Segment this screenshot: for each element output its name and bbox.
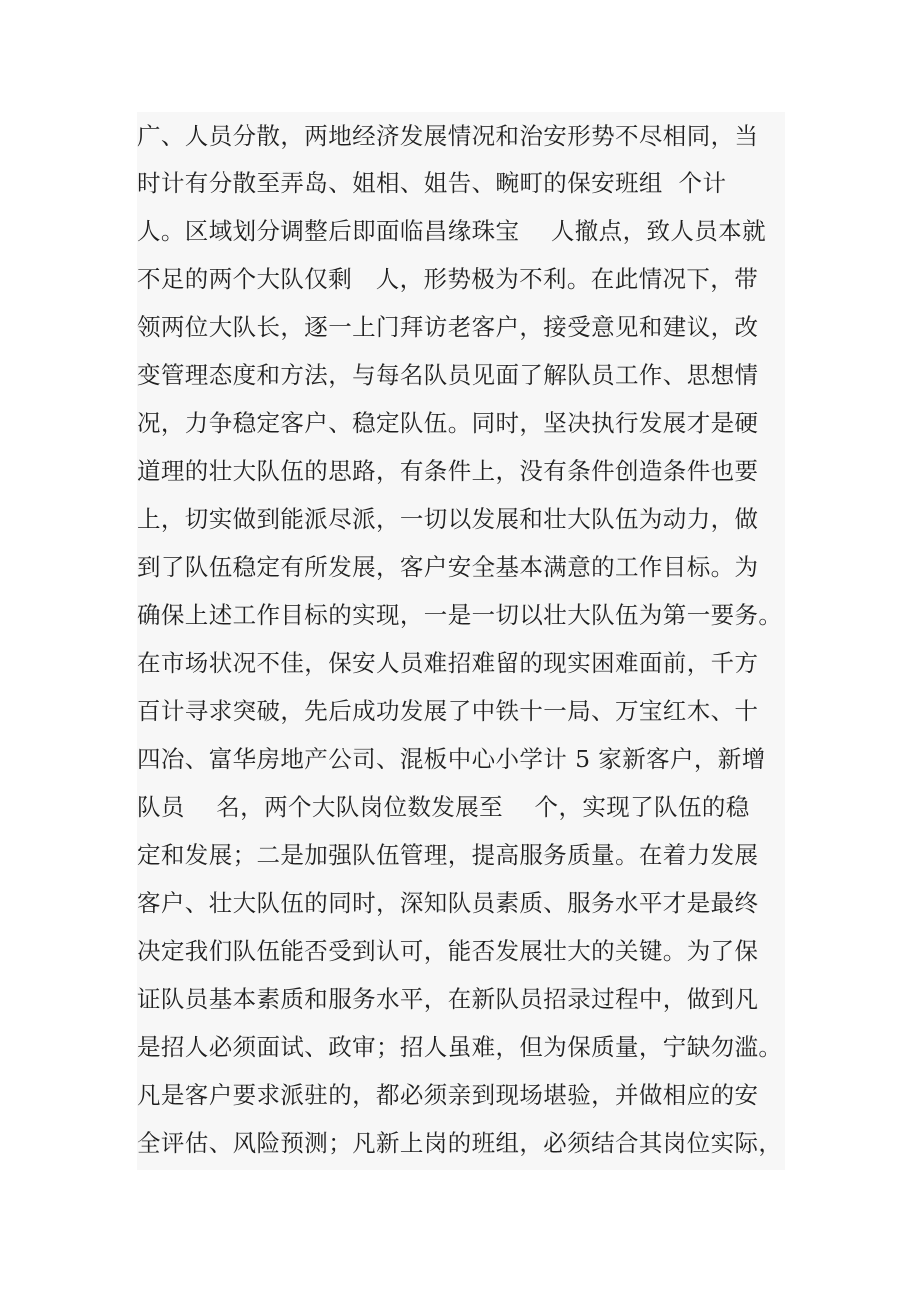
text-line: 道理的壮大队伍的思路，有条件上，没有条件创造条件也要 — [137, 457, 759, 485]
text-line: 领两位大队长，逐一上门拜访老客户，接受意见和建议，改 — [137, 313, 759, 341]
text-line: 不足的两个大队仅剩 人，形势极为不利。在此情况下，带 — [137, 265, 759, 293]
text-line: 客户、壮大队伍的同时，深知队员素质、服务水平才是最终 — [137, 889, 759, 917]
text-line: 广、人员分散，两地经济发展情况和治安形势不尽相同，当 — [137, 122, 759, 150]
text-line: 是招人必须面试、政审；招人虽难，但为保质量，宁缺勿滥。 — [137, 1033, 783, 1061]
text-line: 全评估、风险预测；凡新上岗的班组，必须结合其岗位实际， — [137, 1129, 783, 1157]
text-line: 在市场状况不佳，保安人员难招难留的现实困难面前，千方 — [137, 649, 759, 677]
text-line: 上，切实做到能派尽派，一切以发展和壮大队伍为动力，做 — [137, 505, 759, 533]
text-line: 变管理态度和方法，与每名队员见面了解队员工作、思想情 — [137, 361, 759, 389]
text-line: 到了队伍稳定有所发展，客户安全基本满意的工作目标。为 — [137, 553, 759, 581]
text-line: 证队员基本素质和服务水平，在新队员招录过程中，做到凡 — [137, 985, 759, 1013]
text-line: 决定我们队伍能否受到认可，能否发展壮大的关键。为了保 — [137, 937, 759, 965]
text-line: 凡是客户要求派驻的，都必须亲到现场堪验，并做相应的安 — [137, 1081, 759, 1109]
text-line: 定和发展；二是加强队伍管理，提高服务质量。在着力发展 — [137, 841, 759, 869]
text-line: 况，力争稳定客户、稳定队伍。同时，坚决执行发展才是硬 — [137, 409, 759, 437]
text-line: 时计有分散至弄岛、姐相、姐告、畹町的保安班组 个计 — [137, 169, 727, 197]
text-line: 队员 名，两个大队岗位数发展至 个，实现了队伍的稳 — [137, 793, 750, 821]
text-line: 人。区域划分调整后即面临昌缘珠宝 人撤点，致人员本就 — [137, 217, 766, 245]
text-line: 百计寻求突破，先后成功发展了中铁十一局、万宝红木、十 — [137, 697, 759, 725]
text-line: 四冶、富华房地产公司、混板中心小学计 5 家新客户，新增 — [137, 745, 766, 773]
text-line: 确保上述工作目标的实现，一是一切以壮大队伍为第一要务。 — [137, 601, 783, 629]
